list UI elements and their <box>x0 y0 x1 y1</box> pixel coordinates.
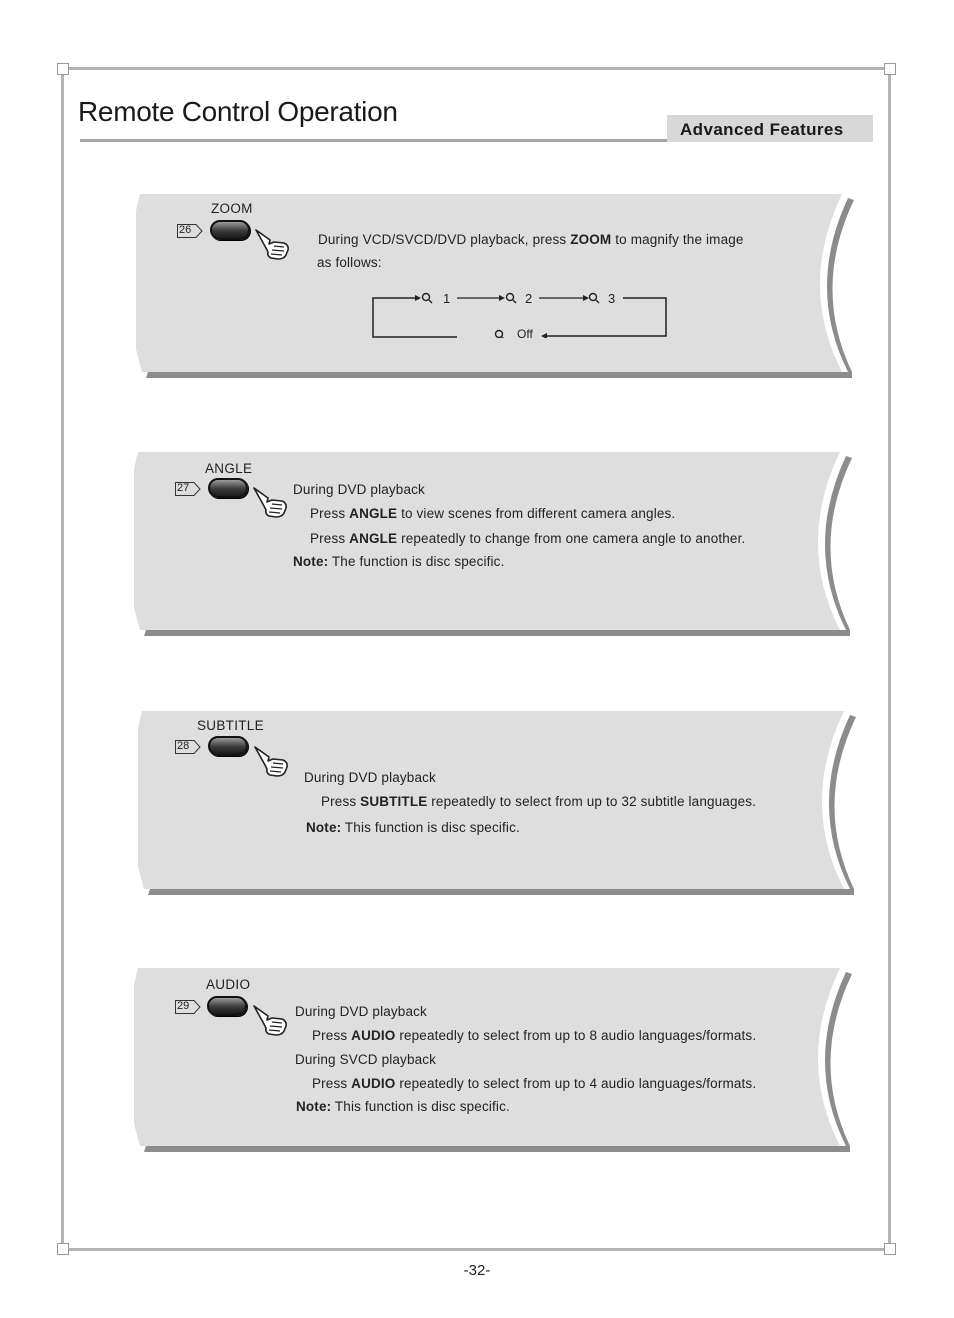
pointing-hand-icon <box>254 226 296 262</box>
subtitle-card <box>138 709 858 899</box>
page-number: -32- <box>463 1262 491 1279</box>
zoom-desc-line2: as follows: <box>317 255 382 270</box>
audio-label: AUDIO <box>206 977 251 992</box>
zoom-card <box>136 192 856 382</box>
audio-desc-line1: During DVD playback <box>295 1004 427 1019</box>
item-number-badge <box>175 1000 194 1013</box>
frame-corner-top-right <box>884 63 896 75</box>
pointing-hand-icon <box>252 484 294 520</box>
item-number: 26 <box>179 224 192 236</box>
frame-corner-bottom-left <box>57 1243 69 1255</box>
angle-label: ANGLE <box>205 461 253 476</box>
zoom-step-2: 2 <box>525 291 533 306</box>
item-number: 29 <box>177 1000 190 1012</box>
zoom-step-off: Off <box>517 327 533 341</box>
angle-desc-line3: Press ANGLE repeatedly to change from one camera angle to another. <box>310 531 746 546</box>
pointing-hand-icon <box>252 1002 294 1038</box>
frame-corner-bottom-right <box>884 1243 896 1255</box>
zoom-label: ZOOM <box>211 201 253 216</box>
audio-desc-line3: During SVCD playback <box>295 1052 437 1067</box>
subtitle-desc-line2: Press SUBTITLE repeatedly to select from up to 32 subtitle languages. <box>321 794 757 809</box>
angle-remote-button <box>208 478 248 498</box>
audio-desc-line4: Press AUDIO repeatedly to select from up to 4 audio languages/formats. <box>312 1076 757 1091</box>
angle-desc-line1: During DVD playback <box>293 482 425 497</box>
card-background <box>134 966 854 1156</box>
frame-corner-top-left <box>57 63 69 75</box>
angle-card <box>134 450 854 640</box>
audio-desc-line2: Press AUDIO repeatedly to select from up to 8 audio languages/formats. <box>312 1028 757 1043</box>
audio-note: Note: This function is disc specific. <box>296 1099 510 1114</box>
item-number-badge <box>175 482 194 495</box>
pointing-hand-icon <box>253 743 295 779</box>
item-number-badge <box>175 740 194 753</box>
item-number: 28 <box>177 740 190 752</box>
page-title: Remote Control Operation <box>78 96 398 127</box>
zoom-step-1: 1 <box>443 291 451 306</box>
zoom-desc-line1: During VCD/SVCD/DVD playback, press ZOOM to magnify the image <box>318 232 744 247</box>
section-badge: Advanced Features <box>667 115 873 142</box>
audio-remote-button <box>207 996 247 1016</box>
subtitle-label: SUBTITLE <box>197 718 264 733</box>
item-number-badge <box>177 224 196 237</box>
zoom-step-3: 3 <box>608 291 616 306</box>
subtitle-desc-line1: During DVD playback <box>304 770 436 785</box>
item-number: 27 <box>177 482 190 494</box>
angle-note: Note: The function is disc specific. <box>293 554 505 569</box>
title-underline <box>80 139 668 142</box>
audio-card <box>134 966 854 1156</box>
zoom-remote-button <box>210 220 250 240</box>
subtitle-note: Note: This function is disc specific. <box>306 820 520 835</box>
subtitle-remote-button <box>208 736 248 756</box>
angle-desc-line2: Press ANGLE to view scenes from different camera angles. <box>310 506 676 521</box>
